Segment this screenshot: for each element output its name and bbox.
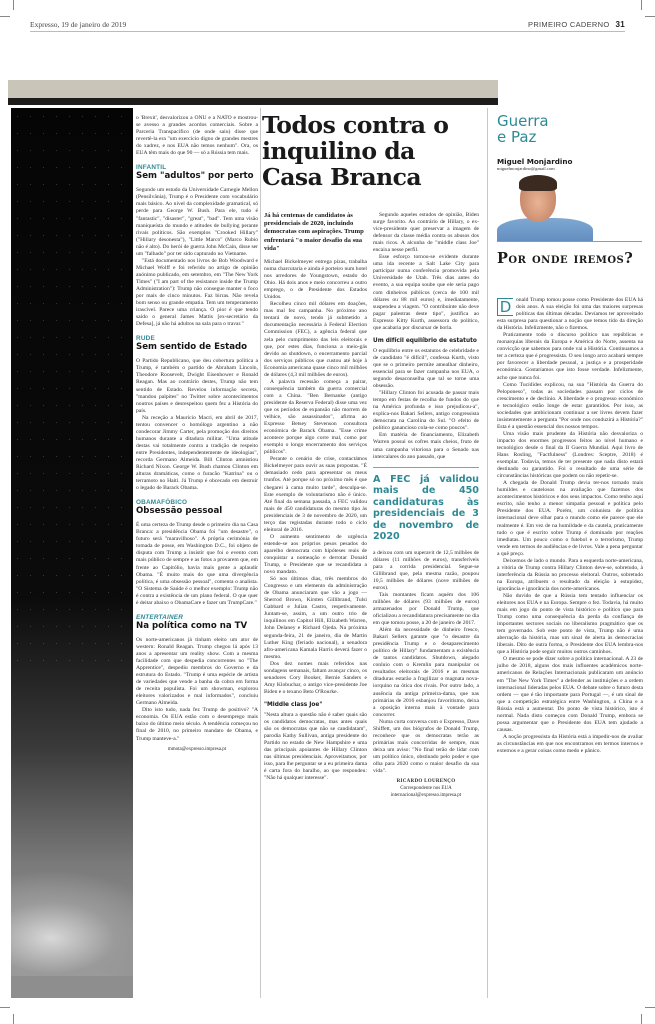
page-section (528, 20, 625, 29)
paragraph: O aumento sentimento de urgência estende-se aos próprios pesos pesados do aparelho democrata com hipóteses reais de conquistar a nomeação e derrotar Donald Trump, o Presidente que se recandidata a novo mandato. (264, 533, 367, 576)
section-title: Sem sentido de Estado (136, 342, 248, 353)
sidebar-signoff-email[interactable]: mmota@expresso.impresa.pt (167, 746, 227, 752)
crop-mark (645, 1007, 655, 1008)
byline-email[interactable]: internacional@expresso.impresa.pt (390, 793, 462, 799)
paragraph: A noção progressista da História está a impedir-nos de avaliar as circunstâncias em que nos encontramos em termos internos e externos e a gerar coisas como medo e pânico. (497, 733, 643, 754)
sidebar-section-infantil (136, 164, 258, 328)
column-divider (260, 108, 261, 998)
section-name-line: e Paz (497, 128, 537, 146)
sidebar-section-obamafobico (136, 499, 258, 607)
section-kicker: OBAMAFÓBICO (136, 499, 188, 507)
crop-mark (641, 1014, 642, 1024)
paragraph: "Nesta altura a questão não é saber quais são os candidatos democratas, mas antes quais são os democratas que não se candidatam", parodia Kathy Sullivan, antiga presidente do Partido no estado de New Hampshire e uma das principais apoiantes de Hillary Clinton nas últimas presidenciais. Aproveitamos, por isso, para lhe perguntar se a eu primeira dama é carta fora do baralho, ao que respondeu: "Não há qualquer interesse". (264, 711, 367, 782)
sidebar-intro: o 'Brexit', desvalorizou a ONU e a NATO e mostrou-se avesso a grandes acordos comerciais. Sobre a Parceria Transpacífico (de onde saiu) disse que revertê-la era "um exercício digno de grandes mestres do xadrez, e nos EUA não temos nenhum". Ora, os EUA têm mais do que 90 — só a Rússia tem mais. (136, 115, 258, 157)
illustration-floor (11, 976, 133, 998)
paragraph: "Está documentado nos livros de Bob Woodward e Michael Wolff e foi referido no artigo de opinião anónimo publicado, em setembro, em "The New York Times" ("I am part of the resistance inside the Trump Administration"): Trump não consegue manter o foco por mais de cinco minutos. Faz birras. Não revela bom senso ou grande empatia. Tem um temperamento irascível. Parece uma criança. O pior é que tendo saído o general James Mattis [ex-secretário da Defesa], já não há adultos na sala para o travar." (136, 257, 258, 328)
photo-hair (519, 175, 557, 191)
section-kicker: INFANTIL (136, 164, 167, 172)
photo-shirt (497, 218, 593, 242)
crop-mark (641, 0, 642, 10)
sidebar-section-rude (136, 335, 258, 492)
author-photo (497, 172, 597, 242)
article-column-2 (373, 212, 479, 799)
paragraph: Uma visão mais prudente da História não desvaloriza o impacto dos enormes progressos feitos ao nível humano e tecnológico desde o final da II Guerra Mundial. Aqui livro de Hans Rosling, "Factfulness" (Londres: Sceptre, 2018) é exemplar. Todavia, temos de ter presente que nada disto estará destinado ou garantido. Foi o resultado de uma série de circunstâncias históricas que podem ou não repetir-se. (497, 430, 643, 480)
opinion-title: Por onde iremos? (497, 250, 634, 267)
section-title: Na política como na TV (136, 620, 248, 631)
opinion-section-name (497, 113, 549, 145)
paragraph: Segundo um estudo da Universidade Carnegie Mellon (Pensilvânia), Trump é o Presidente com vocabulário mais básico. Ao nível da complexidade gramatical, só perde para George W. Bush. Para ele, tudo é "fantastic", "disaster", "great", "bad". Tem uma visão maniqueísta do mundo e atitudes de bullying perante rivais políticos. São exemplos "Crooked Hillary" ("Hillary desonesta"), "Little Marco" (Marco Rubio não é alto). Do herói de guerra John McCain, disse ser um "falhado" por ter sido capturado no Vietname. (136, 187, 258, 257)
dropcap-letter: D (497, 298, 513, 316)
paragraph: Dos dez nomes mais referidos nas sondagens semanais, faltam avançar cinco, os senadores Cory Booker, Bernie Sanders e Amy Klobuchar, o antigo vice-presidente Joe Biden e o texano Beto O'Rourke. (264, 660, 367, 695)
crop-mark (13, 0, 14, 10)
paragraph: Como Tucídides explicou, na sua "História da Guerra do Peloponeso", todas as sociedades passam por ciclos de crescimento e de declínio. A liberdade e o progresso económico e tecnológico estão longe de estar garantidos. Por isso, as sociedades que ambicionam continuar a ser livres devem fazer insistentemente a pergunta "Por onde nos conduzirá a História?" Esta é a questão essencial dos nossos tempos. (497, 381, 643, 430)
paragraph (497, 297, 643, 332)
paragraph: Dito isto tudo, nada fez Trump de positivo? "A economia. Os EUA estão com o desemprego mais baixo do último meio século. A tendência começou no final de 2010, no primeiro mandato de Obama, e Trump manteve-a." (136, 707, 258, 742)
paragraph-text: onald Trump tomou posse como Presidente dos EUA há dois anos. A sua eleição foi uma das maiores surpresas políticas das últimas décadas. Devíamos ter aproveitado esta surpresa para questionar a noção que temos tido da direção da História. Infelizmente, não o fizemos. (497, 297, 643, 332)
paragraph: Praticamente todo o discurso político nas repúblicas e monarquias liberais da Europa e América do Norte, assenta na convicção que sabemos para onde vai a História. Continuamos a ter a certeza que é progressista. O seu longo arco acabará sempre por favorecer a liberdade pessoal, a justiça e a prosperidade económica. Gostaríamos que isto fosse verdade. Infelizmente, acho que nunca foi. (497, 332, 643, 381)
crop-mark (645, 16, 655, 17)
paragraph: Esse esforço tornou-se evidente durante uma ida recente a Salt Lake City para participar numa conferência promovida pela Universidade de Utah. Três dias antes do evento, a sua equipa soube que ele seria pago com dinheiros públicos (cerca de 100 mil dólares ou 88 mil euros) e, imediatamente, suspendeu a viagem. "O contribuinte não deve pagar palestras deste tipo", justifica ao Expresso Kitty Kurth, assessora do político, que acabaria por discursar de borla. (373, 254, 479, 331)
section-title: Sem "adultos" por perto (136, 171, 254, 182)
opinion-body (497, 297, 643, 755)
article-column-1 (264, 212, 367, 782)
column-divider (487, 108, 488, 998)
paragraph: Deixemos de lado o mundo. Para a esquerda norte-americana, a vitória de Trump contra Hillary Clinton deve-se, sobretudo, à interferência da Rússia no processo eleitoral. Outros, sobretudo na Europa, atribuem o resultado da eleição à estupidez, ignorância e ignorância dos norte-americanos. (497, 557, 643, 592)
paragraph: Tais montantes ficam aquém dos 106 milhões de dólares (93 milhões de euros) armazenados por Donald Trump, que oficializou a recandidatura precisamente no dia em que tomou posse, a 20 de janeiro de 2017. (373, 591, 479, 627)
paragraph: Perante o cenário de crise, contactámos Bickelmeyer para ouvir as suas propostas. "É demasiado cedo para apresentar os meus trunfos. Até porque só no próximo mês é que chegarei à cama muito tarde", desculpa-se. Este exemplo de voluntarismo não é único. Até final da semana passada, a FEC validou mais de 450 candidaturas do mesmo tipo às presidenciais de 3 de novembro de 2020, um terço das registadas durante todo o ciclo eleitoral de 2016. (264, 456, 367, 533)
paragraph: O equilíbrio entre os estatutos de celebridade e de candidato "é difícil", confessa Kurth, visto que se o primeiro permite amealhar dinheiro, essencial para se fazer campanha nos EUA, o segundo desaconselha que tal se torne uma obsessão. (373, 347, 479, 390)
paragraph: Recolheu cinco mil dólares em doações, mas mal fez campanha. No próximo ano tentará de novo, tendo já submetido a documentação necessária à Federal Election Commission (FEC), a agência federal que zela pelo cumprimento das leis eleitorais e que, por estes dias, funciona a meio-gás devido ao shutdown, o encerramento parcial dos serviços públicos que custou até hoje à Economia americana quase cinco mil milhões de dólares (4,3 mil milhões de euros). (264, 301, 367, 378)
paragraph: Segundo aqueles estudos de opinião, Biden surge favorito. Ao contrário de Hillary, o ex-vice-presidente quer preservar a imagem de defensor da classe média contra os abusos dos mais ricos. A alcunha de "middle class Joe" encaixa nesse perfil. (373, 212, 479, 254)
byline-name: RICARDO LOURENÇO (396, 779, 456, 785)
paragraph: a deixou com um superavit de 12,5 milhões de dólares (11 milhões de euros), transferíveis para a corrida presidencial. Segue-se Gillibrand que, pela mesma razão, poupou 10,5 milhões de dólares (nove milhões de euros). (373, 549, 479, 591)
sidebar-column (136, 115, 258, 753)
section-title: Obsessão pessoal (136, 506, 223, 517)
illustration-image (11, 108, 133, 998)
paragraph: O mesmo se pode dizer sobre a política internacional. A 23 de julho de 2018, alguns dos mais influentes académicos norte-americanos de Relações Internacionais publicaram um anúncio em "The New York Times" a defender as instituições e a ordem internacional lideradas pelos EUA. O debate sobre o futuro desta ordem — que é tão importante para Portugal —, é um sinal de que a competição estratégica entre Washington, a China e a Rússia está a aumentar. Do ponto de vista histórico, isto é normal. Nada disto começou com Donald Trump, embora se possa argumentar que o Presidente dos EUA tem ajudado a causas. (497, 656, 643, 733)
publication-date: Expresso, 19 de janeiro de 2019 (30, 20, 127, 29)
top-black-bar (8, 98, 498, 105)
paragraph: Os norte-americanos já tinham eleito um ator de western: Ronald Reagan. Trump chegou lá após 13 anos a apresentar um reality show. Com a mesma facilidade com que despedia concorrentes no "The Apprentice", despediu membros do Governo e da estrutura do Estado. "Trump é uma espécie de artista de variedades que vende a banha da cobra em forma de receita populista. Foi um showman, explorou eleitores valorizados e mal informados", concluiu Germano Almeida. (136, 636, 258, 707)
article-title: Todos contra o inquilino da Casa Branca (262, 111, 449, 191)
paragraph: A chegada de Donald Trump devia ter-nos tornado mais humildes e cautelosos na avaliação que fazemos dos acontecimentos históricos e dos seus impactos. Como tenho aqui escrito, não tenho a menor simpatia pessoal e política pelo Presidente dos EUA. Porém, um colunista de política internacional deve olhar para o mundo como ele parece que ele realmente é. Em vez de na humildade e da cautela, praticamente tudo o que é escrito sobre Trump é dominado por reações imediatas. Um pouco como o futebol e o terrorismo, Trump vende em termos de audiências e de livros. Vale a pena perguntar a quê preço. (497, 480, 643, 557)
paragraph: É uma certeza de Trump desde o primeiro dia na Casa Branca: a presidência Obama foi "um desastre", o futuro será "maravilhoso". A própria cerimónia de tomada de posse, em Washington D.C., foi objeto de disputa com Trump a insistir que foi o evento com mais público de sempre e as fotos a provarem que, em frente ao Capitólio, havia mais gente a aplaudir Obama. "É muito mais do que uma divergência política, é uma obsessão pessoal", comenta o analista. "O Sistema de Saúde é o melhor exemplo: Trump não é contra a existência de um plano federal. O que quer é deitar abaixo o ObamaCare e fazer um TrumpCare." (136, 522, 258, 606)
crop-mark (0, 16, 10, 17)
pull-quote-headline: A FEC já validou mais de 450 candidaturas às presidenciais de 3 de novembro de 2020 (373, 467, 479, 543)
top-band (8, 80, 498, 98)
header-rule (30, 31, 625, 32)
crop-mark (0, 1007, 10, 1008)
paragraph: Na receção a Maurício Macri, em abril de 2017, tentou convencer o homólogo argentino a não condecorar Jimmy Carter, pela promoção dos direitos humanos durante a ditadura militar. "Uma atitude destas vai totalmente contra a tradição de respeito entre Presidentes, independentemente de ideologias", recorda Germano Almeida. Bill Clinton amnistiou Richard Nixon. George W. Bush chamou Clinton em alturas dramáticas, como o furacão "Katrina" ou o terramoto no Haiti. Já Trump é obcecado em destruir o legado de Barack Obama. (136, 414, 258, 492)
article-subhead: Um difícil equilíbrio de estatuto (373, 337, 477, 344)
sidebar-section-entertainer (136, 614, 258, 743)
article-subhead: "Middle class Joe" (264, 701, 323, 708)
crop-mark (13, 1014, 14, 1024)
illustration-texture (11, 108, 133, 668)
section-label: PRIMEIRO CADERNO (528, 20, 610, 29)
paragraph: Numa curta conversa com o Expresso, Dave Shiffett, um dos biógrafos de Donald Trump, reconhece que os democratas terão as primárias mais concorridas de sempre, mas deixa um aviso: "No final terão de lidar com um político único, obstinado pelo poder e que olha para 2020 como o maior desafio da sua vida". (373, 718, 479, 775)
byline-role: Correspondente nos EUA (400, 786, 452, 792)
author-email[interactable]: miguelmonjardino@gmail.com (497, 166, 555, 171)
article-lead: Já há centenas de candidatos às presidenciais de 2020, incluindo democratas com aspirações. Trump enfrentará "o maior desafio da sua vida" (264, 212, 364, 252)
paragraph: A palavra recessão começa a pairar, consequência também da guerra comercial com a China. "Ben Bernanke (antigo presidente da Reserva Federal) disse uma vez que os períodos de expansão não morrem de velhice, são assassinados", afirma ao Expresso Betsey Stevenson consultora económica de Barack Obama. "Esse crime acontece porque algo corre mal, como por exemplo o longo encerramento dos serviços públicos". (264, 378, 367, 456)
paragraph: "Hillary Clinton foi acusada de passar mais tempo em festas de recolha de fundos do que na América profunda e isso prejudicou-a", explica-nos Bakari Sellers, antigo congressista democrata na Carolina do Sul. "O efeito de político ganancioso cola-se como poucos". (373, 390, 479, 432)
photo-rule (497, 241, 642, 242)
paragraph: O Partido Republicano, que deu cobertura política a Trump, é também o partido de Abraham Lincoln, Theodore Roosevelt, Dwight Eisenhower e Ronald Reagan. Mas ao contrário destes, Trump não tem sentido de Estado. Revelou informação secreta, "mandou palpites" no Twitter sobre acontecimentos noutros países e desrespeitou quem fez a História do país. (136, 358, 258, 414)
paragraph: Além da necessidade de dinheiro fresco, Bakari Sellers garante que "o desastre da presidência Trump e o desaparecimento político de Hillary" fundamentam a existência de tantos candidatos. Shutdown, alegado conluio com o Kremlin para manipular os resultados eleitorais de 2016 e as mesmas ditaduras estarão a fragilizar o magnata nova-iorquino na ótica dos rivais. Por outro lado, a ausência da antiga primeira-dama, que nas primárias de 2016 esbanjou favoritismo, deixa a oposição interna mais à vontade para concorrer. (373, 627, 479, 718)
opinion-author: Miguel Monjardino (497, 157, 573, 166)
paragraph: Só nos últimos dias, três membros do Congresso e um elemento da administração de Obama anunciaram que vão a jogo — Sherrod Brown, Kirsten Gillibrand, Tulsi Gabbard e Julian Castro, respetivamente. Juntam-se, assim, a um outro trio de inquilinos em Capitol Hill, Elizabeth Warren, John Delaney e Richard Ojeda. Na próxima segunda-feira, 21 de janeiro, dia de Martin Luther King (feriado nacional), a senadora afro-americana Kamala Harris deverá fazer o mesmo. (264, 576, 367, 660)
section-kicker: ENTERTAINER (136, 613, 184, 621)
section-kicker: RUDE (136, 335, 155, 343)
paragraph: Em matéria de financiamento, Elizabeth Warren possui os cofres mais cheios, fruto de uma campanha vitoriosa para o Senado nas intercalares do ano passado, que (373, 432, 479, 460)
paragraph: Michael Bickelmeyer entrega pizas, trabalha numa charcutaria e ainda é porteiro num hotel nos arredores de Youngstown, estado do Ohio. Há dois anos e meio concorreu a outro emprego, o de Presidente dos Estados Unidos. (264, 259, 367, 301)
section-name-line: Guerra (497, 112, 549, 130)
paragraph: Não duvido de que a Rússia tem tentado influenciar os eleitores nos EUA e na Europa. Sempre o fez. Todavia, há muito mais em jogo do ponto de vista histórico e político que para Trump como uma consequência da perda da confiança de importantes sectores sociais no liberalismo pragmático que os tem governado. Sob este ponto de vista, Trump não é uma aberração da história, mas um sinal de alerta às democracias liberais. Dito de outra forma, o Presidente dos EUA lembra-nos que a História pode seguir muitos outros caminhos. (497, 592, 643, 656)
page-number: 31 (615, 20, 625, 29)
